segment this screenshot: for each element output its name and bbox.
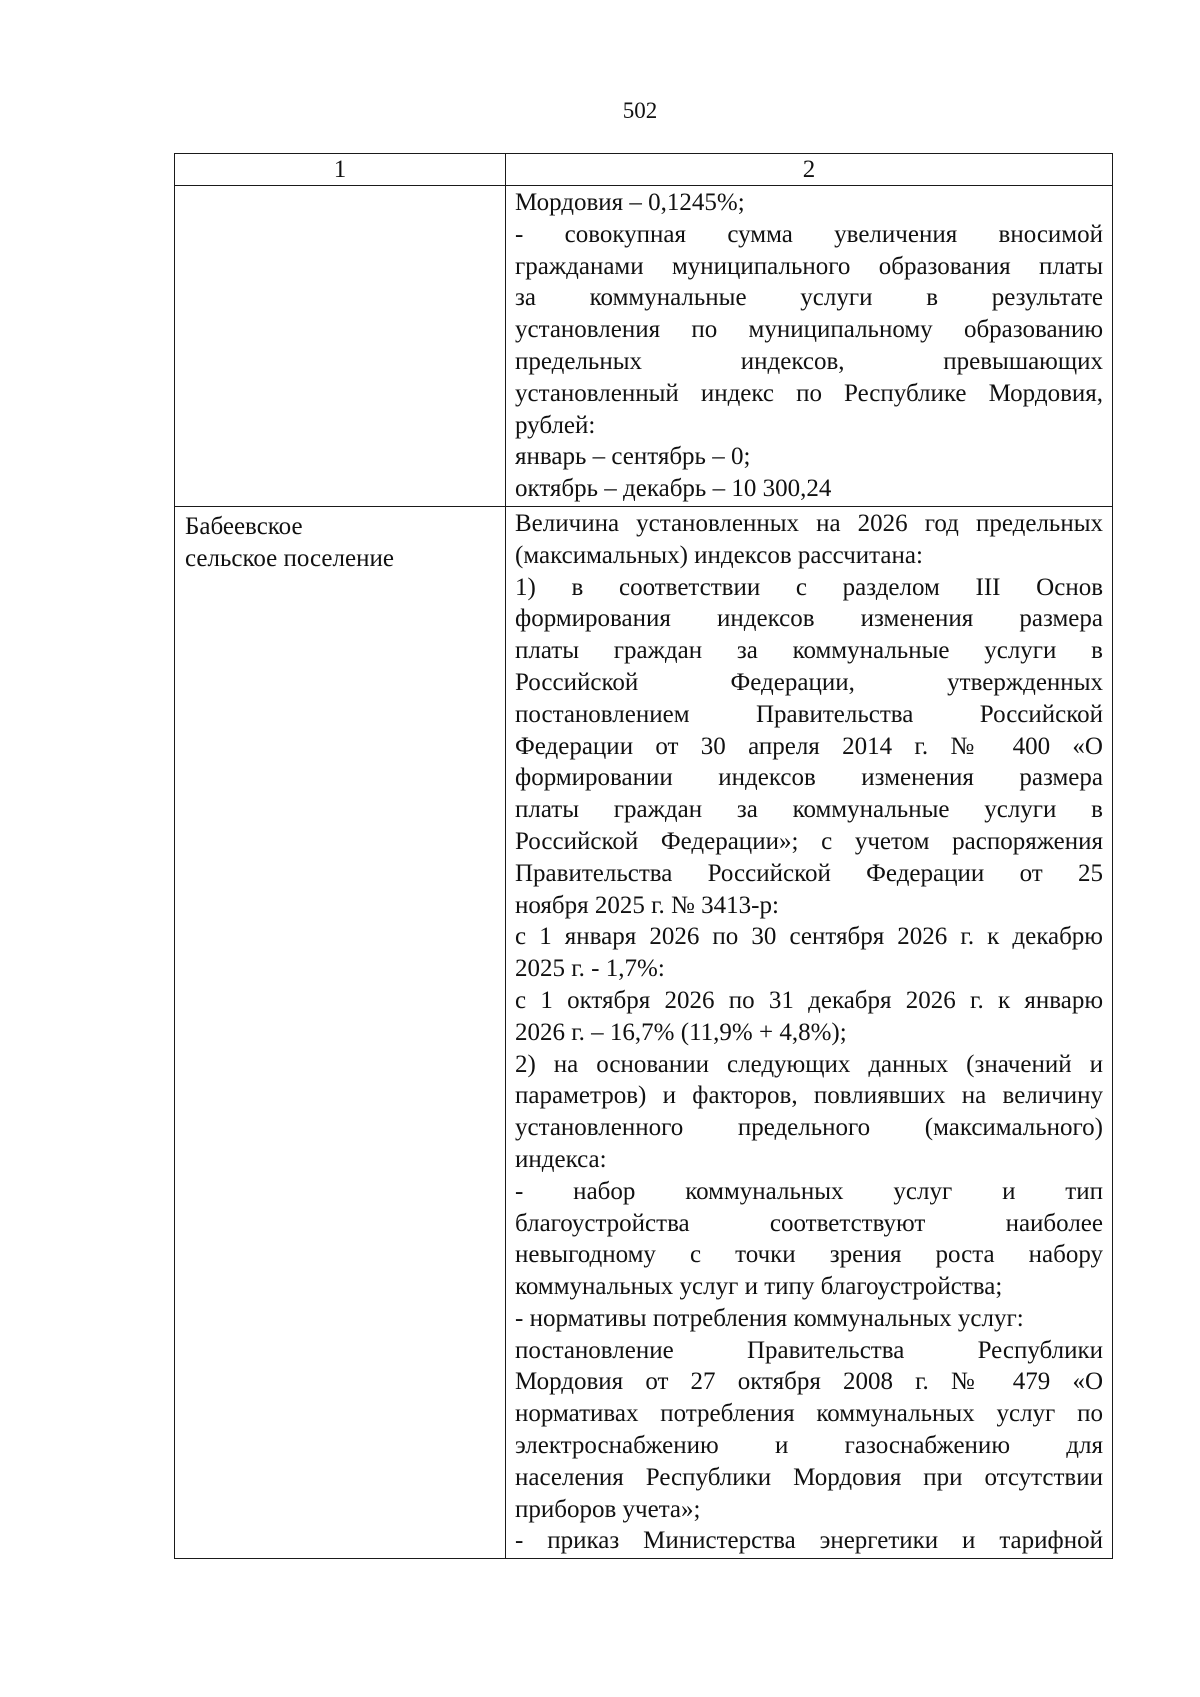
- description-line: постановлением Правительства Российской: [515, 700, 1103, 728]
- description-line: предельных индексов, превышающих: [515, 347, 1103, 375]
- description-line: за коммунальные услуги в результате: [515, 284, 1103, 312]
- description-line: коммунальных услуг и типу благоустройства;: [515, 1273, 1003, 1301]
- description-line: нормативах потребления коммунальных услуг по: [515, 1400, 1103, 1428]
- description-line: благоустройства соответствуют наиболее: [515, 1209, 1103, 1237]
- column-header-1: 1: [175, 154, 506, 186]
- description-line: 1) в соответствии с разделом III Основ: [515, 573, 1103, 601]
- description-line: Российской Федерации, утвержденных: [515, 668, 1103, 696]
- description-line: установления по муниципальному образованию: [515, 316, 1103, 344]
- description-line: - приказ Министерства энергетики и тарифной: [515, 1527, 1103, 1555]
- description-line: 2026 г. – 16,7% (11,9% + 4,8%);: [515, 1018, 847, 1046]
- description-line: с 1 января 2026 по 30 сентября 2026 г. к декабрю: [515, 923, 1103, 951]
- description-line: рублей:: [515, 411, 596, 439]
- description-line: - совокупная сумма увеличения вносимой: [515, 220, 1103, 248]
- table-row: [175, 506, 1113, 1558]
- description-line: параметров) и факторов, повлиявших на величину: [515, 1082, 1103, 1110]
- description-line: с 1 октября 2026 по 31 декабря 2026 г. к январю: [515, 986, 1103, 1014]
- description-line: гражданами муниципального образования платы: [515, 252, 1103, 280]
- description-line: (максимальных) индексов рассчитана:: [515, 541, 923, 569]
- table-header-row: [175, 154, 1113, 186]
- description-line: 2025 г. - 1,7%:: [515, 955, 665, 983]
- description-line: Величина установленных на 2026 год предельных: [515, 509, 1103, 537]
- description-line: установленного предельного (максимального): [515, 1114, 1103, 1142]
- description-line: Правительства Российской Федерации от 25: [515, 859, 1103, 887]
- description-line: невыгодному с точки зрения роста набору: [515, 1241, 1103, 1269]
- description-line: населения Республики Мордовия при отсутствии: [515, 1463, 1103, 1491]
- description-line: установленный индекс по Республике Мордовия,: [515, 379, 1103, 407]
- description-line: 2) на основании следующих данных (значений и: [515, 1050, 1103, 1078]
- description-line: приборов учета»;: [515, 1495, 701, 1523]
- municipality-cell: [175, 506, 506, 1558]
- municipality-name-line: Бабеевское: [185, 512, 303, 540]
- description-line: Российской Федерации»; с учетом распоряжения: [515, 827, 1103, 855]
- description-line: Мордовия – 0,1245%;: [515, 189, 745, 216]
- description-line: постановление Правительства Республики: [515, 1336, 1103, 1364]
- description-line: Мордовия от 27 октября 2008 г. № 479 «О: [515, 1368, 1103, 1396]
- description-line: формировании индексов изменения размера: [515, 764, 1103, 792]
- index-table: [174, 153, 1113, 1559]
- description-line: платы граждан за коммунальные услуги в: [515, 637, 1103, 665]
- description-line: электроснабжению и газоснабжению для: [515, 1432, 1103, 1460]
- description-cell: [506, 186, 1113, 507]
- description-line: Федерации от 30 апреля 2014 г. № 400 «О: [515, 732, 1103, 760]
- description-line: январь – сентябрь – 0;: [515, 443, 751, 471]
- column-header-2: 2: [506, 154, 1113, 186]
- page-number: 502: [622, 98, 658, 123]
- description-line: - набор коммунальных услуг и тип: [515, 1177, 1103, 1205]
- description-line: ноября 2025 г. № 3413-р:: [515, 891, 779, 919]
- table-row: [175, 186, 1113, 507]
- description-line: - нормативы потребления коммунальных услуг:: [515, 1304, 1024, 1332]
- description-line: формирования индексов изменения размера: [515, 605, 1103, 633]
- municipality-name-line: сельское поселение: [185, 544, 394, 572]
- description-line: платы граждан за коммунальные услуги в: [515, 796, 1103, 824]
- municipality-cell: [175, 186, 506, 507]
- description-cell: [506, 506, 1113, 1558]
- description-line: индекса:: [515, 1145, 607, 1173]
- description-line: октябрь – декабрь – 10 300,24: [515, 475, 832, 503]
